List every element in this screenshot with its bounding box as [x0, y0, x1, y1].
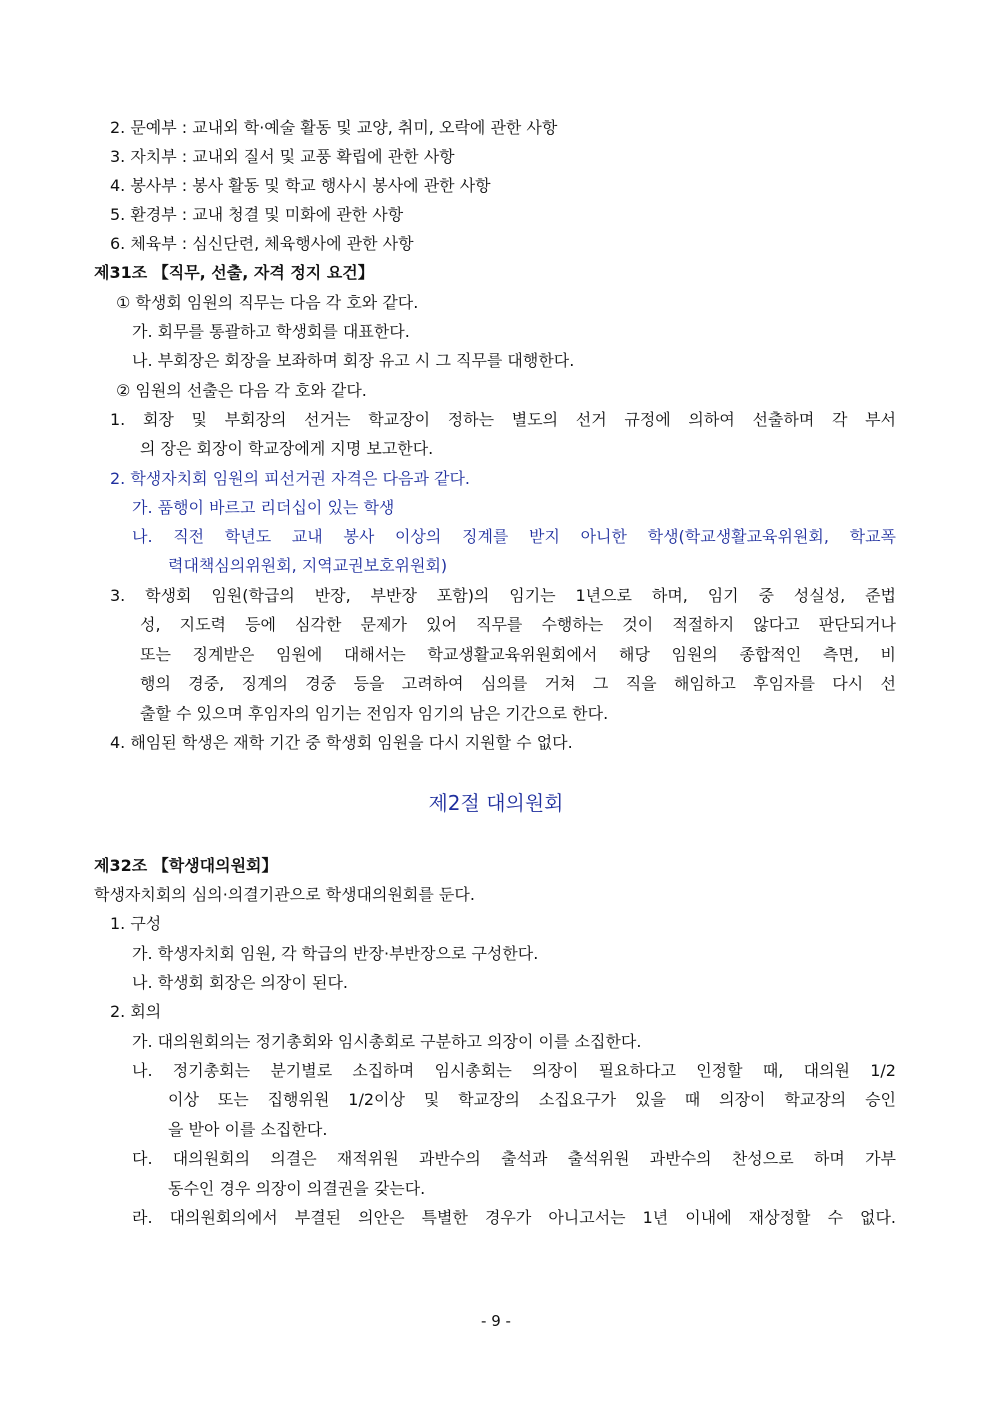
list-item: 5. 환경부 : 교내 청결 및 미화에 관한 사항 — [110, 205, 404, 224]
list-item-cont: 의 장은 회장이 학교장에게 지명 보고한다. — [140, 439, 434, 458]
list-item: 가. 대의원회의는 정기총회와 임시총회로 구분하고 의장이 이를 소집한다. — [132, 1032, 642, 1051]
list-item: 1. 구성 — [110, 914, 162, 933]
list-item-cont: 이상 또는 집행위원 1/2이상 및 학교장의 소집요구가 있을 때 의장이 학교장의 승인 — [168, 1090, 896, 1109]
list-item: 나. 학생회 회장은 의장이 된다. — [132, 973, 348, 992]
list-item-cont: 동수인 경우 의장이 의결권을 갖는다. — [168, 1179, 426, 1198]
list-item: 4. 봉사부 : 봉사 활동 및 학교 행사시 봉사에 관한 사항 — [110, 176, 491, 195]
article-31-heading: 제31조 【직무, 선출, 자격 정지 요건】 — [94, 263, 374, 282]
list-item: 나. 직전 학년도 교내 봉사 이상의 징계를 받지 아니한 학생(학교생활교육위원회, 학교폭 — [132, 527, 896, 546]
clause-2: ② 임원의 선출은 다음 각 호와 같다. — [116, 381, 367, 400]
list-item-cont: 을 받아 이를 소집한다. — [168, 1120, 328, 1139]
clause-1: ① 학생회 임원의 직무는 다음 각 호와 같다. — [116, 293, 419, 312]
list-item-cont: 력대책심의위원회, 지역교권보호위원회) — [168, 556, 448, 575]
list-item: 가. 품행이 바르고 리더십이 있는 학생 — [132, 498, 395, 517]
list-item: 1. 회장 및 부회장의 선거는 학교장이 정하는 별도의 선거 규정에 의하여 선출하며 각 부서 — [110, 410, 896, 429]
list-item-cont: 성, 지도력 등에 심각한 문제가 있어 직무를 수행하는 것이 적절하지 않다고 판단되거나 — [140, 615, 896, 634]
list-item: 6. 체육부 : 심신단련, 체육행사에 관한 사항 — [110, 234, 414, 253]
list-item: 2. 문예부 : 교내외 학·예술 활동 및 교양, 취미, 오락에 관한 사항 — [110, 118, 558, 137]
list-item-cont: 또는 징계받은 임원에 대해서는 학교생활교육위원회에서 해당 임원의 종합적인 측면, 비 — [140, 645, 896, 664]
list-item: 가. 회무를 통괄하고 학생회를 대표한다. — [132, 322, 410, 341]
list-item: 4. 해임된 학생은 재학 기간 중 학생회 임원을 다시 지원할 수 없다. — [110, 733, 573, 752]
list-item: 가. 학생자치회 임원, 각 학급의 반장·부반장으로 구성한다. — [132, 944, 539, 963]
section-title: 제2절 대의원회 — [428, 791, 564, 815]
list-item: 라. 대의원회의에서 부결된 의안은 특별한 경우가 아니고서는 1년 이내에 재상정할 수 없다. — [132, 1208, 896, 1227]
list-item: 2. 회의 — [110, 1002, 162, 1021]
list-item-cont: 행의 경중, 징계의 경중 등을 고려하여 심의를 거쳐 그 직을 해임하고 후임자를 다시 선 — [140, 674, 896, 693]
list-item: 나. 정기총회는 분기별로 소집하며 임시총회는 의장이 필요하다고 인정할 때, 대의원 1/2 — [132, 1061, 896, 1080]
paragraph: 학생자치회의 심의·의결기관으로 학생대의원회를 둔다. — [94, 885, 475, 904]
list-item: 나. 부회장은 회장을 보좌하며 회장 유고 시 그 직무를 대행한다. — [132, 351, 575, 370]
list-item: 3. 학생회 임원(학급의 반장, 부반장 포함)의 임기는 1년으로 하며, 임기 중 성실성, 준법 — [110, 586, 896, 605]
list-item: 3. 자치부 : 교내외 질서 및 교풍 확립에 관한 사항 — [110, 147, 455, 166]
page-number: - 9 - — [481, 1312, 511, 1330]
article-32-heading: 제32조 【학생대의원회】 — [94, 856, 278, 875]
list-item: 다. 대의원회의 의결은 재적위원 과반수의 출석과 출석위원 과반수의 찬성으로 하며 가부 — [132, 1149, 896, 1168]
list-item-cont: 출할 수 있으며 후임자의 임기는 전임자 임기의 남은 기간으로 한다. — [140, 704, 609, 723]
list-item: 2. 학생자치회 임원의 피선거권 자격은 다음과 같다. — [110, 469, 470, 488]
